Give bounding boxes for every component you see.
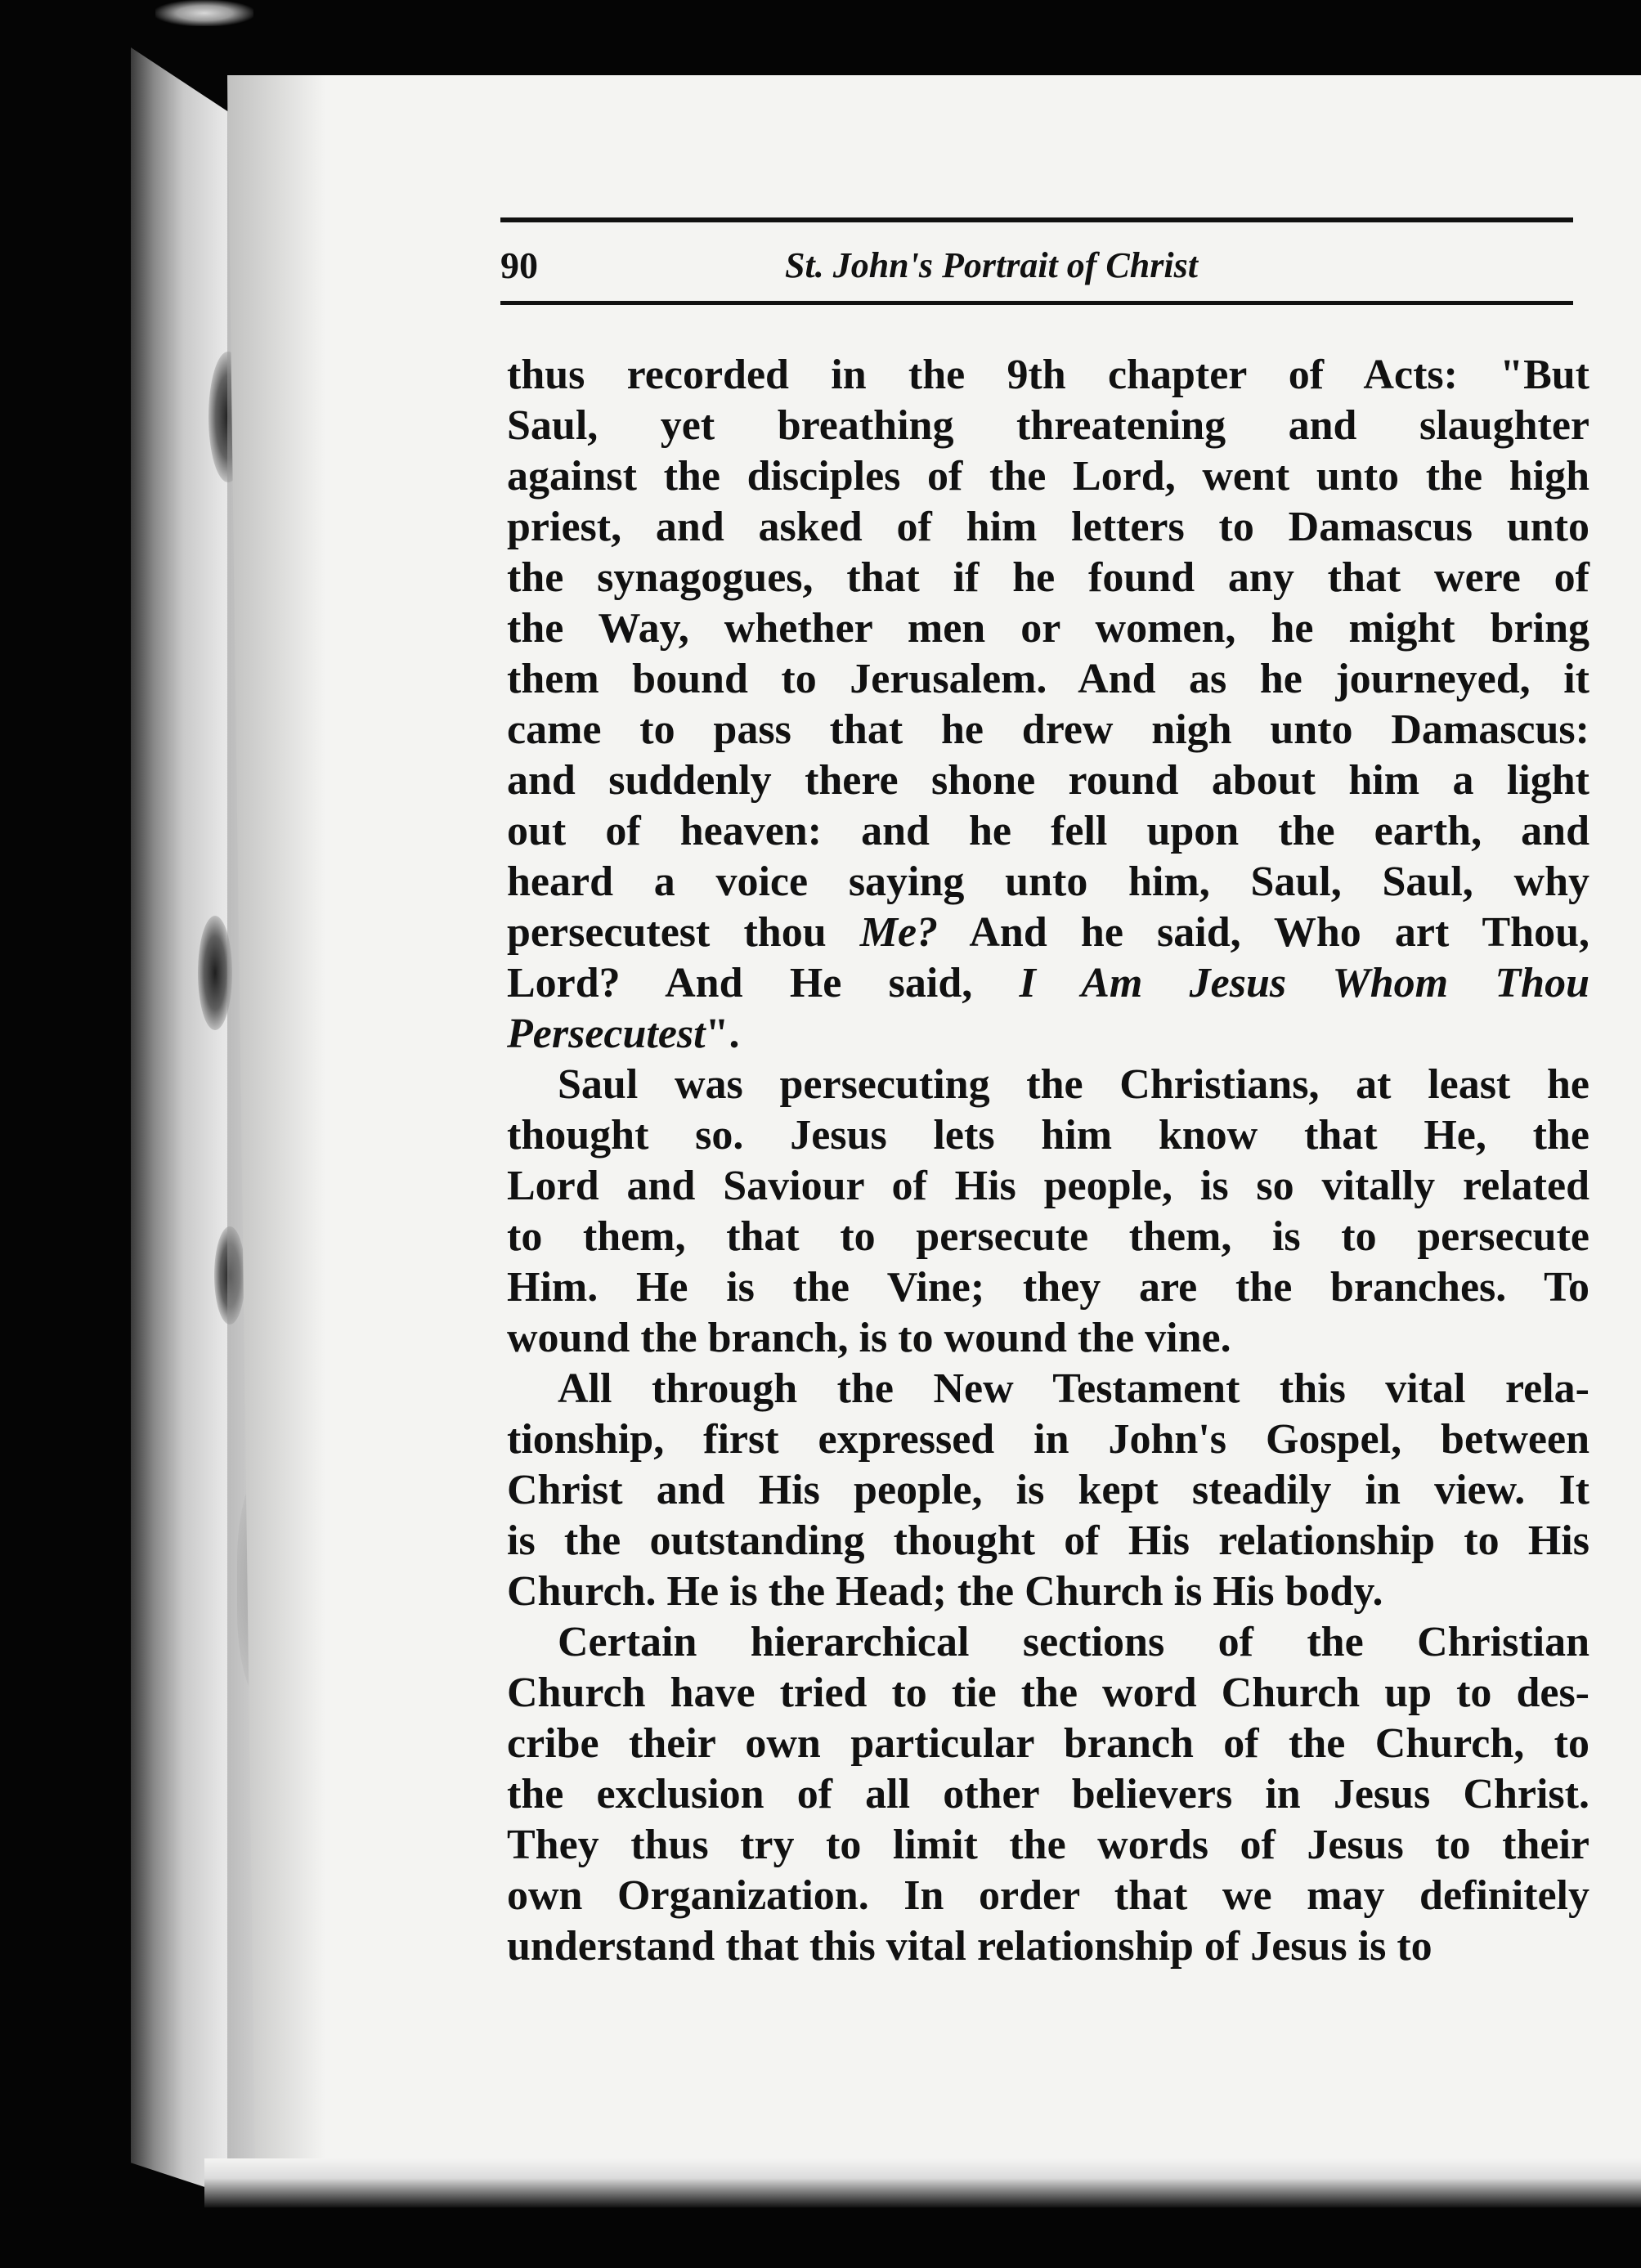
scan-artifact [155,0,253,26]
italic-text: I Am Jesus Whom Thou [1019,960,1589,1006]
text-line: out of heaven: and he fell upon the earth, and [507,808,1589,854]
text-line [507,958,1589,1009]
text-line: Saul was persecuting the Christians, at least he [558,1061,1589,1108]
gutter-shadow [227,75,325,2201]
italic-text: Persecutest [507,1011,706,1057]
text-line [507,908,1589,958]
text-line: Him. He is the Vine; they are the branches. To [507,1264,1589,1311]
text-line: the exclusion of all other believers in Jesus Christ. [507,1771,1589,1818]
paragraph [507,1060,1589,1364]
text-line: Lord and Saviour of His people, is so vitally related [507,1163,1589,1209]
text-line: thought so. Jesus lets him know that He, the [507,1112,1589,1159]
text-line [507,1009,1589,1060]
text-line: Christ and His people, is kept steadily in view. It [507,1467,1589,1513]
text-line: thus recorded in the 9th chapter of Acts: "But [507,352,1589,398]
text-line: They thus try to limit the words of Jesus to their [507,1822,1589,1868]
text-line: them bound to Jerusalem. And as he journeyed, it [507,656,1589,702]
italic-text: Me? [859,909,939,956]
text-line: tionship, first expressed in John's Gospel, between [507,1416,1589,1463]
paragraph [507,1617,1589,1972]
text-span: And he said, Who art Thou, [938,909,1589,956]
text-line: wound the branch, is to wound the vine. [507,1315,1231,1361]
text-line: understand that this vital relationship of Jesus is to [507,1923,1433,1970]
text-line: priest, and asked of him letters to Damascus unto [507,504,1589,550]
text-line: Church. He is the Head; the Church is His body. [507,1568,1383,1615]
header-bottom-rule [500,301,1573,305]
text-line: own Organization. In order that we may definitely [507,1872,1589,1919]
text-line: is the outstanding thought of His relationship to His [507,1517,1589,1564]
text-line: against the disciples of the Lord, went unto the high [507,453,1589,500]
header-top-rule [500,217,1573,222]
text-line: to them, that to persecute them, is to persecute [507,1213,1589,1260]
paragraph [507,350,1589,908]
text-span: persecutest thou [507,909,860,956]
text-line: and suddenly there shone round about him a light [507,757,1589,804]
text-line: Saul, yet breathing threatening and slaughter [507,402,1589,449]
body-text [507,350,1589,1972]
text-line: cribe their own particular branch of the Church, to [507,1720,1589,1767]
text-line: heard a voice saying unto him, Saul, Saul, why [507,858,1589,905]
text-line: Church have tried to tie the word Church up to des- [507,1670,1589,1716]
paragraph [507,908,1589,1060]
text-line: All through the New Testament this vital rela- [558,1365,1589,1412]
text-span: ". [705,1011,740,1057]
page-number: 90 [500,244,538,286]
text-line: came to pass that he drew nigh unto Damascus: [507,706,1589,753]
text-line: the Way, whether men or women, he might bring [507,605,1589,652]
text-span: Lord? And He said, [507,960,1020,1006]
running-head: St. John's Portrait of Christ [785,245,1198,285]
paragraph [507,1364,1589,1617]
page-bottom-edge [204,2158,1641,2207]
text-line: Certain hierarchical sections of the Christian [558,1619,1589,1665]
text-line: the synagogues, that if he found any that were of [507,554,1589,601]
